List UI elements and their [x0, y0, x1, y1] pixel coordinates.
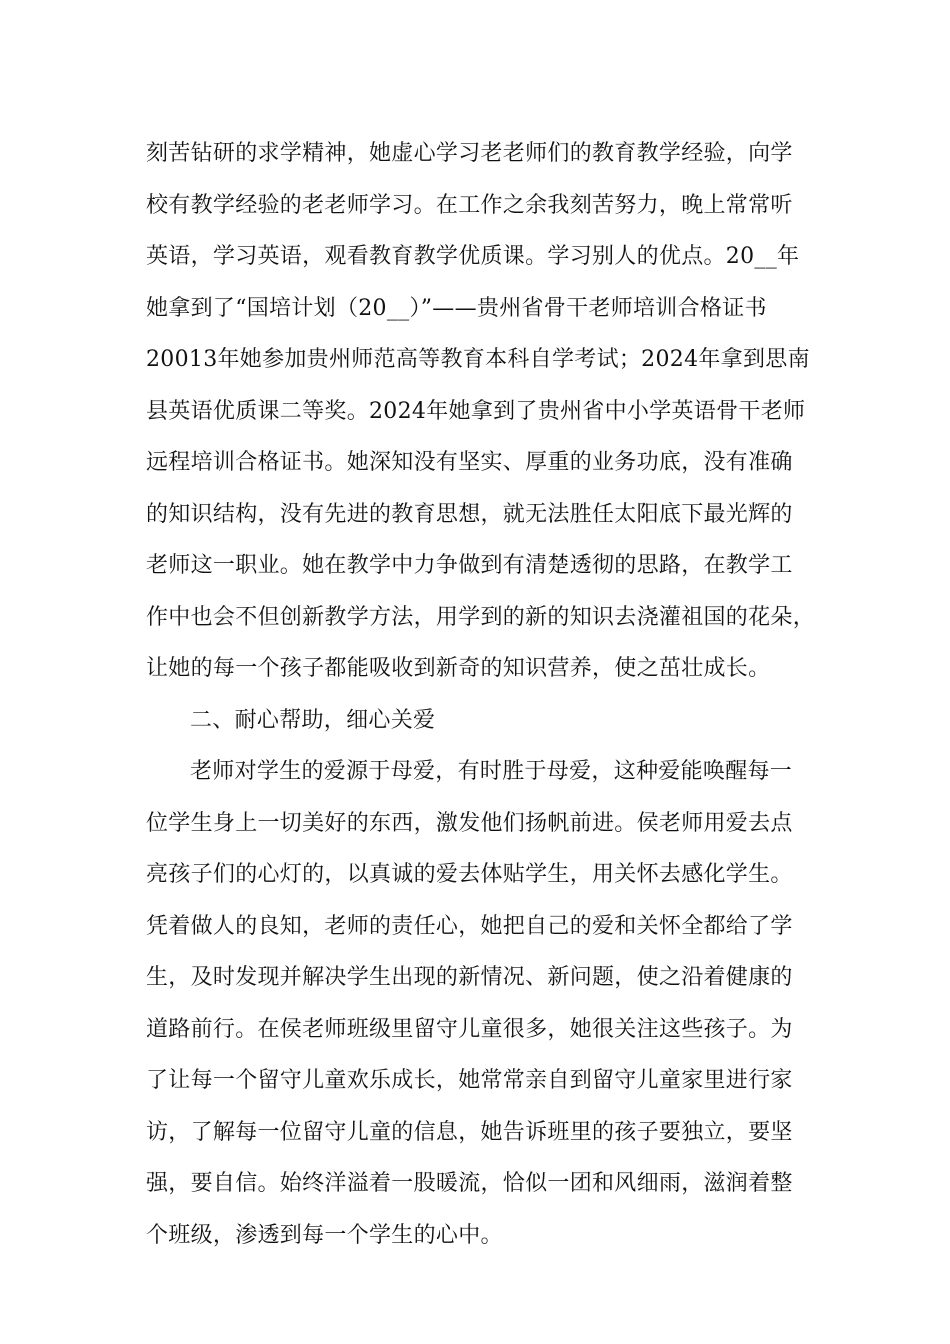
- text-line: 生，及时发现并解决学生出现的新情况、新问题，使之沿着健康的: [146, 965, 793, 990]
- text-line: 20013年她参加贵州师范高等教育本科自学考试；2024年拿到思南: [146, 347, 810, 372]
- text-line: 亮孩子们的心灯的，以真诚的爱去体贴学生，用关怀去感化学生。: [146, 862, 793, 887]
- text-line: 个班级，渗透到每一个学生的心中。: [146, 1222, 503, 1248]
- text-line: 强，要自信。始终洋溢着一股暖流，恰似一团和风细雨，滋润着整: [146, 1171, 793, 1196]
- text-line: 远程培训合格证书。她深知没有坚实、厚重的业务功底，没有准确: [146, 450, 793, 475]
- text-line: 访，了解每一位留守儿童的信息，她告诉班里的孩子要独立，要坚: [146, 1119, 793, 1145]
- text-line: 县英语优质课二等奖。2024年她拿到了贵州省中小学英语骨干老师: [146, 398, 806, 424]
- section-heading: 二、耐心帮助，细心关爱: [190, 707, 436, 733]
- text-line: 作中也会不但创新教学方法，用学到的新的知识去浇灌祖国的花朵，: [146, 604, 816, 630]
- text-line: 刻苦钻研的求学精神，她虚心学习老老师们的教育教学经验，向学: [146, 141, 793, 166]
- text-line: 她拿到了“国培计划（20__）”——贵州省骨干老师培训合格证书: [146, 295, 767, 321]
- document-body: [146, 128, 836, 1261]
- text-line: 了让每一个留守儿童欢乐成长，她常常亲自到留守儿童家里进行家: [146, 1068, 793, 1093]
- text-line: 让她的每一个孩子都能吸收到新奇的知识营养，使之茁壮成长。: [146, 656, 771, 681]
- text-line: 校有教学经验的老老师学习。在工作之余我刻苦努力，晚上常常听: [146, 192, 793, 218]
- text-line: 老师这一职业。她在教学中力争做到有清楚透彻的思路，在教学工: [146, 553, 793, 578]
- paragraph-first-line: 老师对学生的爱源于母爱，有时胜于母爱，这种爱能唤醒每一: [190, 759, 793, 784]
- text-line: 英语，学习英语，观看教育教学优质课。学习别人的优点。20__年: [146, 244, 800, 269]
- text-line: 的知识结构，没有先进的教育思想，就无法胜任太阳底下最光辉的: [146, 501, 793, 527]
- text-line: 凭着做人的良知，老师的责任心，她把自己的爱和关怀全都给了学: [146, 913, 793, 939]
- text-line: 道路前行。在侯老师班级里留守儿童很多，她很关注这些孩子。为: [146, 1016, 793, 1042]
- text-line: 位学生身上一切美好的东西，激发他们扬帆前进。侯老师用爱去点: [146, 810, 793, 836]
